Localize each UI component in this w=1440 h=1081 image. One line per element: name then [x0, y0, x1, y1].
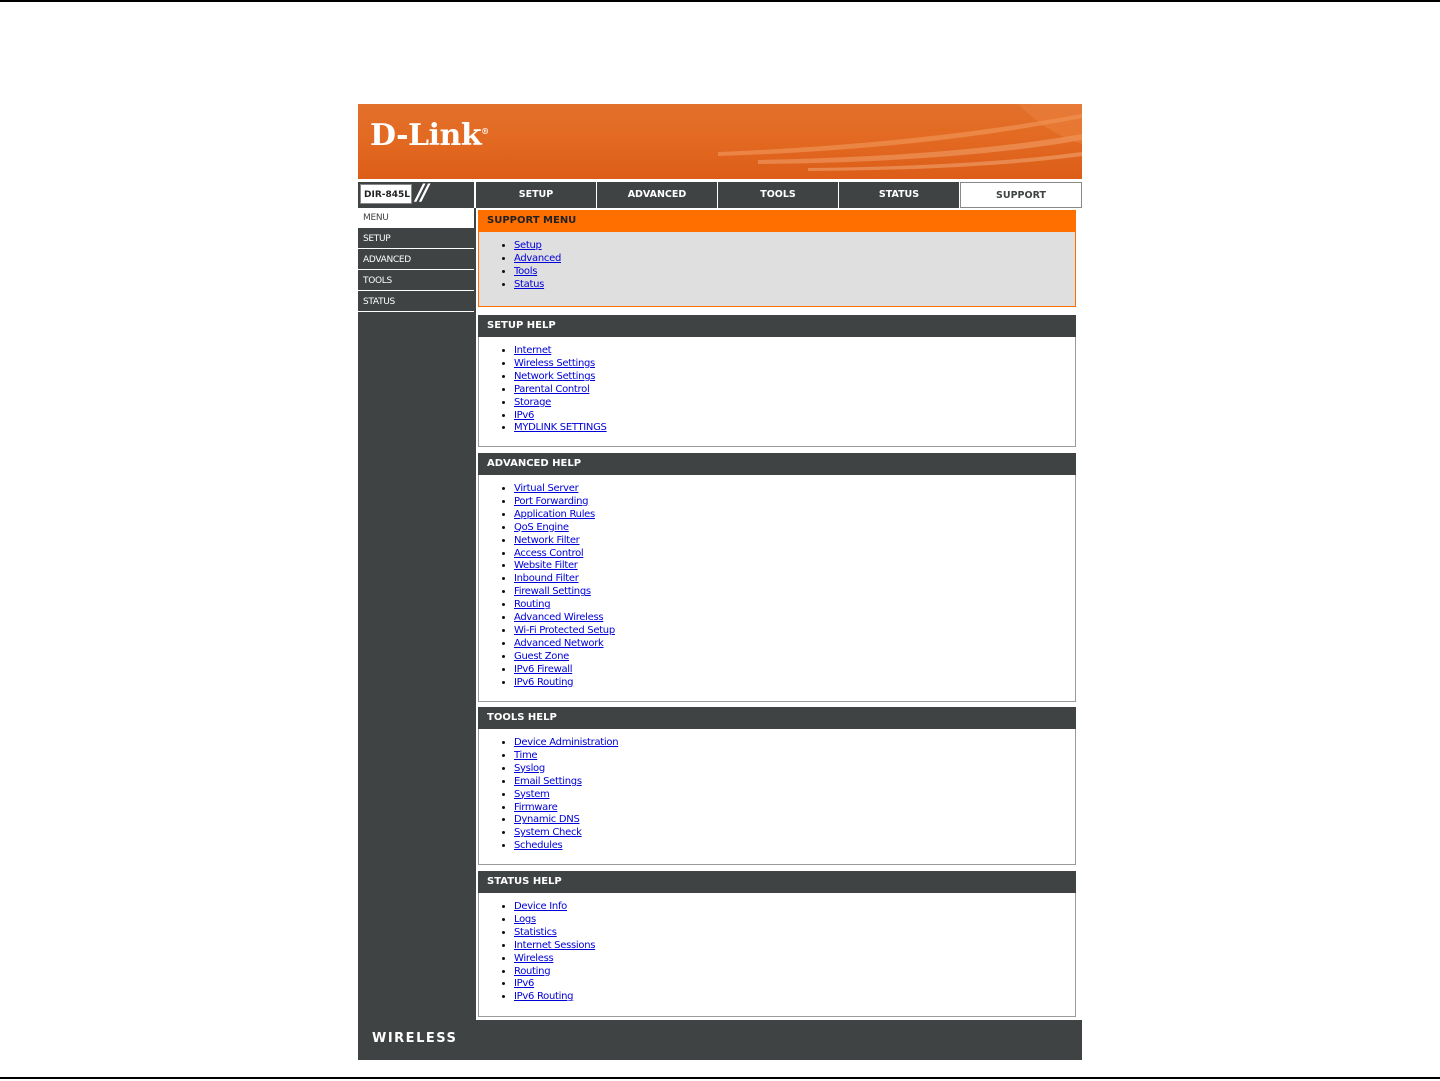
panel-body: [478, 475, 1076, 702]
list-item: [514, 371, 1075, 384]
list-item: [514, 573, 1075, 586]
help-link[interactable]: Wireless: [514, 952, 554, 964]
list-item: [514, 384, 1075, 397]
sidebar-item-status[interactable]: STATUS: [358, 292, 474, 312]
list-item: [514, 535, 1075, 548]
list-item: [514, 814, 1075, 827]
model-name: DIR-845L: [360, 184, 412, 204]
router-page-frame: [358, 104, 1082, 1060]
tab-setup[interactable]: SETUP: [476, 182, 596, 208]
sidebar-item-tools[interactable]: TOOLS: [358, 271, 474, 291]
link-advanced[interactable]: Advanced: [514, 252, 561, 264]
list-item: [514, 966, 1075, 979]
panel-body: [478, 893, 1076, 1017]
help-link[interactable]: MYDLINK SETTINGS: [514, 422, 607, 434]
help-link[interactable]: IPv6: [514, 409, 535, 421]
help-link[interactable]: Virtual Server: [514, 483, 579, 494]
panel-title: SETUP HELP: [478, 315, 1076, 337]
header-banner: [358, 104, 1082, 179]
help-link[interactable]: Network Filter: [514, 534, 580, 546]
list-item: [514, 978, 1075, 991]
help-link[interactable]: Logs: [514, 913, 536, 925]
top-navigation: [358, 182, 1082, 208]
help-link[interactable]: Syslog: [514, 762, 545, 774]
list-item: [514, 279, 1075, 292]
help-link[interactable]: Advanced Wireless: [514, 612, 604, 624]
help-link[interactable]: System Check: [514, 827, 582, 839]
tab-tools[interactable]: TOOLS: [718, 182, 838, 208]
help-link[interactable]: Wireless Settings: [514, 357, 595, 369]
list-item: [514, 410, 1075, 423]
help-link[interactable]: IPv6: [514, 978, 535, 990]
footer-bar: [358, 1020, 1082, 1060]
help-link[interactable]: Time: [514, 749, 538, 761]
panel-title: ADVANCED HELP: [478, 453, 1076, 475]
list-item: [514, 496, 1075, 509]
tab-status[interactable]: STATUS: [839, 182, 959, 208]
list-item: [514, 586, 1075, 599]
help-link[interactable]: IPv6 Routing: [514, 991, 574, 1003]
help-link[interactable]: Email Settings: [514, 775, 582, 787]
help-link[interactable]: Guest Zone: [514, 650, 570, 662]
list-item: [514, 266, 1075, 279]
list-item: [514, 599, 1075, 612]
link-status[interactable]: Status: [514, 278, 545, 290]
top-rule: [0, 0, 1440, 2]
link-list: [479, 475, 1075, 690]
help-link[interactable]: System: [514, 788, 550, 800]
list-item: [514, 840, 1075, 853]
dlink-logo[interactable]: D-Link®: [370, 118, 489, 153]
list-item: [514, 612, 1075, 625]
help-link[interactable]: QoS Engine: [514, 521, 569, 533]
help-link[interactable]: Dynamic DNS: [514, 814, 580, 826]
panel-body: [478, 729, 1076, 865]
panel-title: SUPPORT MENU: [478, 210, 1076, 232]
help-link[interactable]: Device Info: [514, 901, 568, 912]
help-link[interactable]: Firewall Settings: [514, 586, 591, 598]
help-link[interactable]: IPv6 Routing: [514, 676, 574, 688]
link-list: [479, 729, 1075, 853]
list-item: [514, 914, 1075, 927]
help-link[interactable]: Internet: [514, 345, 552, 356]
help-link[interactable]: Wi-Fi Protected Setup: [514, 624, 615, 636]
sidebar-item-advanced[interactable]: ADVANCED: [358, 250, 474, 270]
list-item: [514, 548, 1075, 561]
panel-title: TOOLS HELP: [478, 707, 1076, 729]
advanced-help-panel: [478, 453, 1076, 702]
list-item: [514, 737, 1075, 750]
help-link[interactable]: Routing: [514, 965, 551, 977]
list-item: [514, 750, 1075, 763]
main-content: [476, 208, 1082, 1020]
help-link[interactable]: Application Rules: [514, 508, 595, 520]
setup-help-panel: [478, 315, 1076, 447]
list-item: [514, 422, 1075, 435]
link-list: [479, 232, 1075, 292]
list-item: [514, 901, 1075, 914]
link-setup[interactable]: Setup: [514, 240, 542, 251]
list-item: [514, 638, 1075, 651]
sidebar-item-menu[interactable]: MENU: [358, 208, 474, 228]
support-menu-panel: [478, 210, 1076, 307]
help-link[interactable]: Schedules: [514, 840, 563, 852]
model-badge: [358, 182, 474, 208]
help-link[interactable]: Network Settings: [514, 370, 596, 382]
sidebar: [358, 208, 474, 313]
link-list: [479, 893, 1075, 1004]
help-link[interactable]: Routing: [514, 599, 551, 611]
list-item: [514, 345, 1075, 358]
sidebar-item-setup[interactable]: SETUP: [358, 229, 474, 249]
list-item: [514, 625, 1075, 638]
slashes-decoration: //: [416, 181, 427, 206]
list-item: [514, 358, 1075, 371]
list-item: [514, 522, 1075, 535]
list-item: [514, 763, 1075, 776]
list-item: [514, 802, 1075, 815]
list-item: [514, 940, 1075, 953]
list-item: [514, 664, 1075, 677]
list-item: [514, 509, 1075, 522]
tab-support[interactable]: SUPPORT: [960, 182, 1082, 208]
list-item: [514, 991, 1075, 1004]
list-item: [514, 776, 1075, 789]
wireless-wordmark: WIRELESS: [372, 1031, 458, 1046]
list-item: [514, 560, 1075, 573]
bottom-rule: [0, 1077, 1440, 1079]
tab-advanced[interactable]: ADVANCED: [597, 182, 717, 208]
list-item: [514, 483, 1075, 496]
help-link[interactable]: Storage: [514, 396, 552, 408]
panel-body: [478, 337, 1076, 447]
help-link[interactable]: Inbound Filter: [514, 573, 579, 585]
help-link[interactable]: IPv6 Firewall: [514, 663, 573, 675]
list-item: [514, 927, 1075, 940]
help-link[interactable]: Statistics: [514, 926, 557, 938]
list-item: [514, 953, 1075, 966]
help-link[interactable]: Internet Sessions: [514, 939, 596, 951]
panel-title: STATUS HELP: [478, 871, 1076, 893]
panel-body: [478, 232, 1076, 307]
list-item: [514, 240, 1075, 253]
list-item: [514, 253, 1075, 266]
list-item: [514, 397, 1075, 410]
help-link[interactable]: Access Control: [514, 547, 584, 559]
help-link[interactable]: Website Filter: [514, 560, 578, 572]
help-link[interactable]: Parental Control: [514, 383, 590, 395]
help-link[interactable]: Device Administration: [514, 737, 619, 748]
list-item: [514, 789, 1075, 802]
tools-help-panel: [478, 707, 1076, 865]
link-tools[interactable]: Tools: [514, 265, 538, 277]
help-link[interactable]: Port Forwarding: [514, 495, 589, 507]
help-link[interactable]: Firmware: [514, 801, 558, 813]
link-list: [479, 337, 1075, 435]
list-item: [514, 677, 1075, 690]
list-item: [514, 651, 1075, 664]
status-help-panel: [478, 871, 1076, 1017]
list-item: [514, 827, 1075, 840]
help-link[interactable]: Advanced Network: [514, 637, 604, 649]
